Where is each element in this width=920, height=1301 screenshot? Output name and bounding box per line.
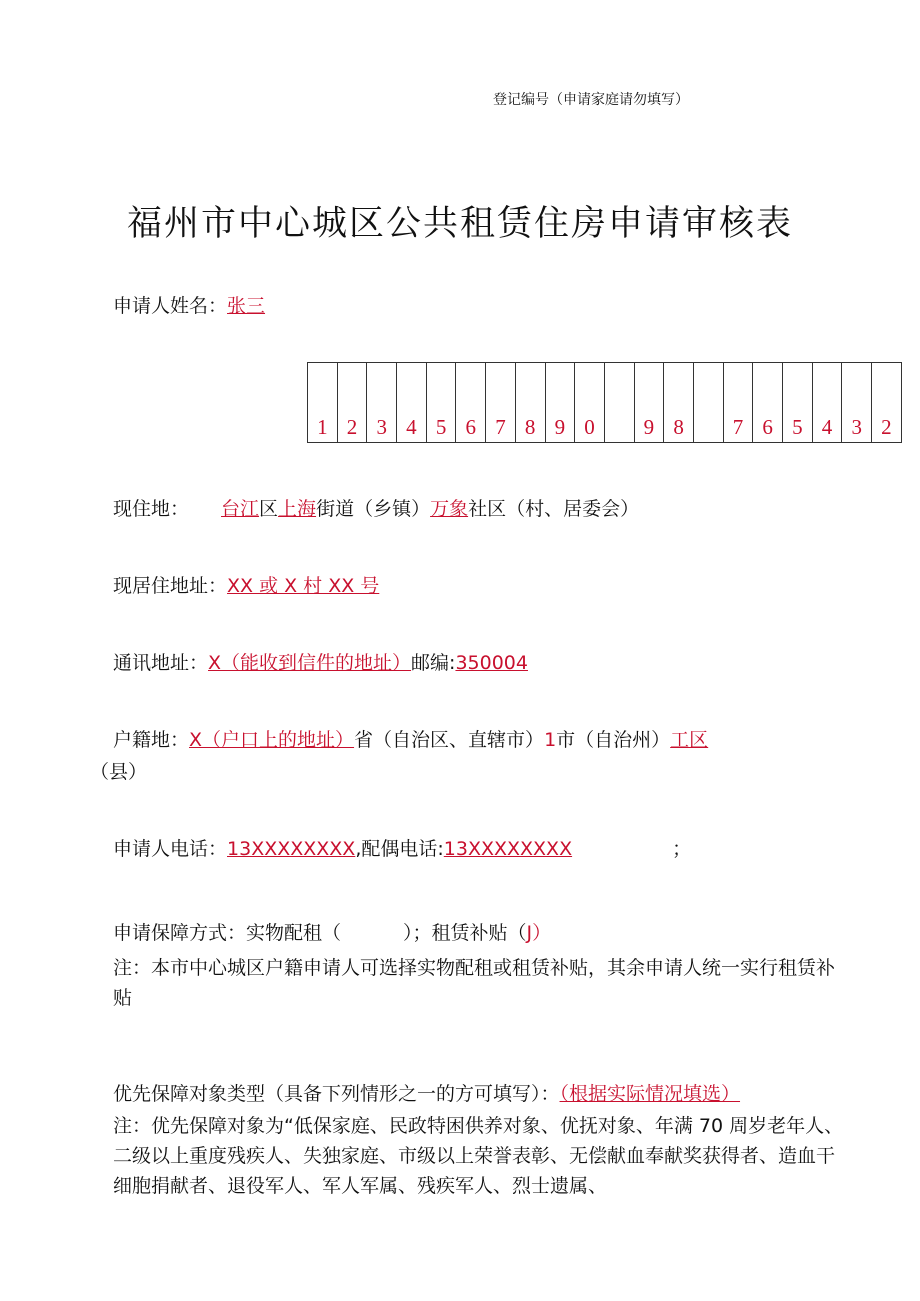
guarantee-end: ） <box>532 922 552 944</box>
priority-row <box>113 1081 740 1107</box>
id-digit-cell[interactable]: 6 <box>753 363 783 443</box>
id-number-grid <box>307 362 902 443</box>
postcode-label: 邮编: <box>411 652 456 674</box>
page-title: 福州市中心城区公共租赁住房申请审核表 <box>126 204 793 244</box>
id-digit-cell[interactable] <box>604 363 634 443</box>
residence-label: 现住地： <box>113 498 190 520</box>
county-suffix: （县） <box>90 761 148 783</box>
id-digit-cell[interactable]: 1 <box>308 363 338 443</box>
id-digit-cell[interactable]: 7 <box>723 363 753 443</box>
id-digit-cell[interactable]: 8 <box>664 363 694 443</box>
phone-row-end: ； <box>672 838 692 860</box>
city-value[interactable]: 1 <box>544 729 557 751</box>
current-address-label: 现居住地址： <box>113 575 228 597</box>
id-digit-cell[interactable]: 3 <box>842 363 872 443</box>
spouse-phone-label: 配偶电话: <box>361 838 444 860</box>
residence-row <box>113 496 639 522</box>
applicant-name-value[interactable]: 张三 <box>227 295 266 317</box>
household-value[interactable]: X（户口上的地址） <box>189 729 355 751</box>
id-digit-cell[interactable]: 4 <box>812 363 842 443</box>
street-value[interactable]: 上海 <box>278 498 317 520</box>
applicant-name-label: 申请人姓名： <box>113 295 228 317</box>
household-row <box>113 727 708 753</box>
mail-address-row <box>113 650 528 676</box>
mail-address-value[interactable]: X（能收到信件的地址） <box>208 652 412 674</box>
applicant-phone-value[interactable]: 13XXXXXXXX <box>227 838 356 860</box>
phone-separator: , <box>355 838 362 860</box>
priority-note: 注：优先保障对象为“低保家庭、民政特困供养对象、优抚对象、年满 70 周岁老年人、二级以上重度残疾人、失独家庭、市级以上荣誉表彰、无偿献血奉献奖获得者、造血干细胞捐献者、退役军人、军人军属、残疾军人、烈士遗属、 <box>113 1115 844 1197</box>
id-digit-cell[interactable]: 2 <box>872 363 902 443</box>
id-digit-cell[interactable]: 9 <box>634 363 664 443</box>
id-digit-cell[interactable]: 2 <box>337 363 367 443</box>
id-digit-cell[interactable] <box>693 363 723 443</box>
mail-address-label: 通讯地址： <box>113 652 209 674</box>
subsidy-check[interactable]: J <box>526 922 533 944</box>
registration-number-label: 登记编号（申请家庭请勿填写） <box>493 92 689 108</box>
guarantee-label: 申请保障方式：实物配租（ <box>113 922 342 944</box>
id-digit-cell[interactable]: 4 <box>397 363 427 443</box>
id-digit-cell[interactable]: 5 <box>426 363 456 443</box>
id-digit-cell[interactable]: 8 <box>515 363 545 443</box>
city-suffix: 市（自治州） <box>556 729 671 751</box>
community-value[interactable]: 万象 <box>430 498 469 520</box>
county-value[interactable]: 工区 <box>670 729 709 751</box>
id-digit-cell[interactable]: 3 <box>367 363 397 443</box>
guarantee-mid: ）；租赁补贴（ <box>403 922 527 944</box>
current-address-row <box>113 573 379 599</box>
postcode-value[interactable]: 350004 <box>455 652 528 674</box>
district-suffix: 区 <box>259 498 279 520</box>
community-suffix: 社区（村、居委会） <box>468 498 640 520</box>
priority-value[interactable]: （根据实际情况填选） <box>559 1083 741 1105</box>
id-digit-cell[interactable]: 9 <box>545 363 575 443</box>
id-digit-cell[interactable]: 0 <box>575 363 605 443</box>
id-digit-cell[interactable]: 6 <box>456 363 486 443</box>
applicant-name-row <box>113 293 265 319</box>
applicant-phone-label: 申请人电话： <box>113 838 228 860</box>
district-value[interactable]: 台江 <box>221 498 260 520</box>
guarantee-note: 注：本市中心城区户籍申请人可选择实物配租或租赁补贴，其余申请人统一实行租赁补贴 <box>113 957 836 1009</box>
spouse-phone-value[interactable]: 13XXXXXXXX <box>443 838 573 860</box>
id-digit-cell[interactable]: 5 <box>783 363 813 443</box>
street-suffix: 街道（乡镇） <box>316 498 431 520</box>
household-label: 户籍地： <box>113 729 190 751</box>
id-digit-cell[interactable]: 7 <box>486 363 516 443</box>
priority-label: 优先保障对象类型（具备下列情形之一的方可填写）： <box>113 1083 560 1105</box>
province-suffix: 省（自治区、直辖市） <box>354 729 545 751</box>
guarantee-row <box>113 920 551 946</box>
current-address-value[interactable]: XX 或 X 村 XX 号 <box>227 575 380 597</box>
phone-row <box>113 836 691 862</box>
